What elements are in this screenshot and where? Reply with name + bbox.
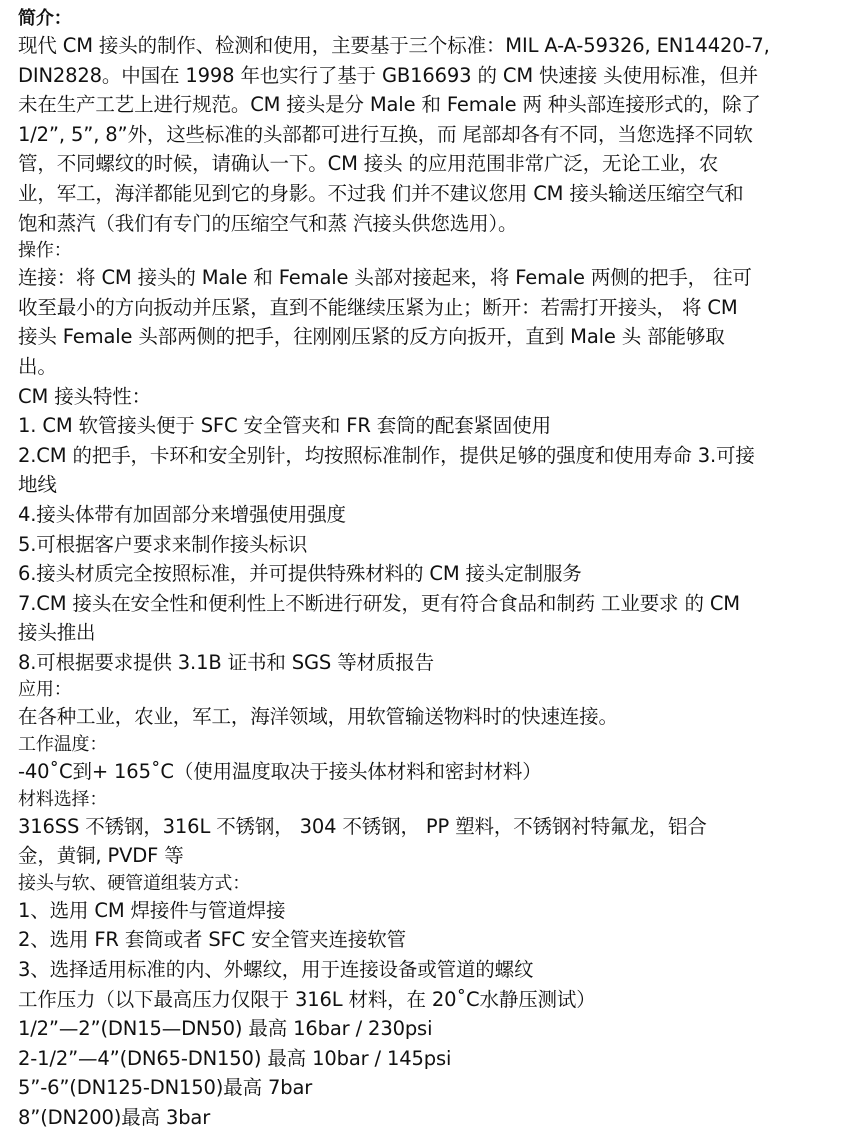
intro-heading: 简介： — [18, 8, 72, 29]
intro-line: 1/2”, 5”, 8”外，这些标准的头部都可进行互换，而 尾部却各有不同，当您选择不同软 — [18, 122, 753, 146]
intro-line: 未在生产工艺上进行规范。CM 接头是分 Male 和 Female 两 种头部连接形式的，除了 — [18, 93, 761, 117]
feature-line: 8.可根据要求提供 3.1B 证书和 SGS 等材质报告 — [18, 650, 434, 674]
temperature-heading: 工作温度： — [18, 734, 108, 756]
operation-line: 连接：将 CM 接头的 Male 和 Female 头部对接起来，将 Female 两侧的把手， 往可 — [18, 266, 752, 290]
intro-line: DIN2828。中国在 1998 年也实行了基于 GB16693 的 CM 快速接 头使用标准，但并 — [18, 63, 758, 87]
assembly-line: 1、选用 CM 焊接件与管道焊接 — [18, 898, 286, 922]
assembly-line: 3、选择适用标准的内、外螺纹，用于连接设备或管道的螺纹 — [18, 958, 534, 982]
feature-line: 地线 — [18, 473, 57, 497]
pressure-line: 8”(DN200)最高 3bar — [18, 1106, 211, 1129]
feature-line: 5.可根据客户要求来制作接头标识 — [18, 532, 308, 556]
document-body — [18, 6, 848, 1133]
assembly-heading: 接头与软、硬管道组装方式： — [18, 872, 251, 894]
application-heading: 应用： — [18, 679, 72, 701]
feature-line: 4.接头体带有加固部分来增强使用强度 — [18, 502, 346, 526]
operation-line: 收至最小的方向扳动并压紧，直到不能继续压紧为止；断开：若需打开接头， 将 CM — [18, 295, 738, 319]
operation-heading: 操作： — [18, 240, 72, 262]
operation-line: 出。 — [18, 354, 57, 378]
feature-line: 2.CM 的把手，卡环和安全别针，均按照标准制作，提供足够的强度和使用寿命 3.可接 — [18, 443, 755, 467]
features-heading: CM 接头特性： — [18, 384, 151, 408]
intro-line: 管，不同螺纹的时候，请确认一下。CM 接头 的应用范围非常广泛，无论工业，农 — [18, 152, 719, 176]
assembly-line: 2、选用 FR 套筒或者 SFC 安全管夹连接软管 — [18, 928, 406, 952]
pressure-heading: 工作压力（以下最高压力仅限于 316L 材料，在 20˚C水静压测试） — [18, 987, 596, 1011]
material-heading: 材料选择： — [18, 788, 108, 810]
feature-line: 1. CM 软管接头便于 SFC 安全管夹和 FR 套筒的配套紧固使用 — [18, 414, 551, 438]
temperature-text: -40˚C到+ 165˚C（使用温度取决于接头体材料和密封材料） — [18, 760, 542, 784]
pressure-line: 2-1/2”—4”(DN65-DN150) 最高 10bar / 145psi — [18, 1046, 452, 1070]
feature-line: 6.接头材质完全按照标准，并可提供特殊材料的 CM 接头定制服务 — [18, 562, 582, 586]
feature-line: 7.CM 接头在安全性和便利性上不断进行研发，更有符合食品和制药 工业要求 的 CM — [18, 591, 740, 615]
material-line: 316SS 不锈钢，316L 不锈钢， 304 不锈钢， PP 塑料，不锈钢衬特氟龙，铝合 — [18, 814, 707, 838]
operation-line: 接头 Female 头部两侧的把手，往刚刚压紧的反方向扳开，直到 Male 头 部能够取 — [18, 325, 725, 349]
intro-line: 业，军工，海洋都能见到它的身影。不过我 们并不建议您用 CM 接头输送压缩空气和 — [18, 181, 744, 205]
intro-line: 现代 CM 接头的制作、检测和使用，主要基于三个标准：MIL A-A-59326, EN14420-7, — [18, 34, 770, 57]
application-text: 在各种工业，农业，军工，海洋领域，用软管输送物料时的快速连接。 — [18, 705, 618, 729]
pressure-line: 5”-6”(DN125-DN150)最高 7bar — [18, 1076, 313, 1100]
material-line: 金，黄铜, PVDF 等 — [18, 844, 184, 868]
feature-line: 接头推出 — [18, 621, 96, 645]
intro-line: 饱和蒸汽（我们有专门的压缩空气和蒸 汽接头供您选用）。 — [18, 211, 518, 235]
pressure-line: 1/2”—2”(DN15—DN50) 最高 16bar / 230psi — [18, 1017, 433, 1041]
